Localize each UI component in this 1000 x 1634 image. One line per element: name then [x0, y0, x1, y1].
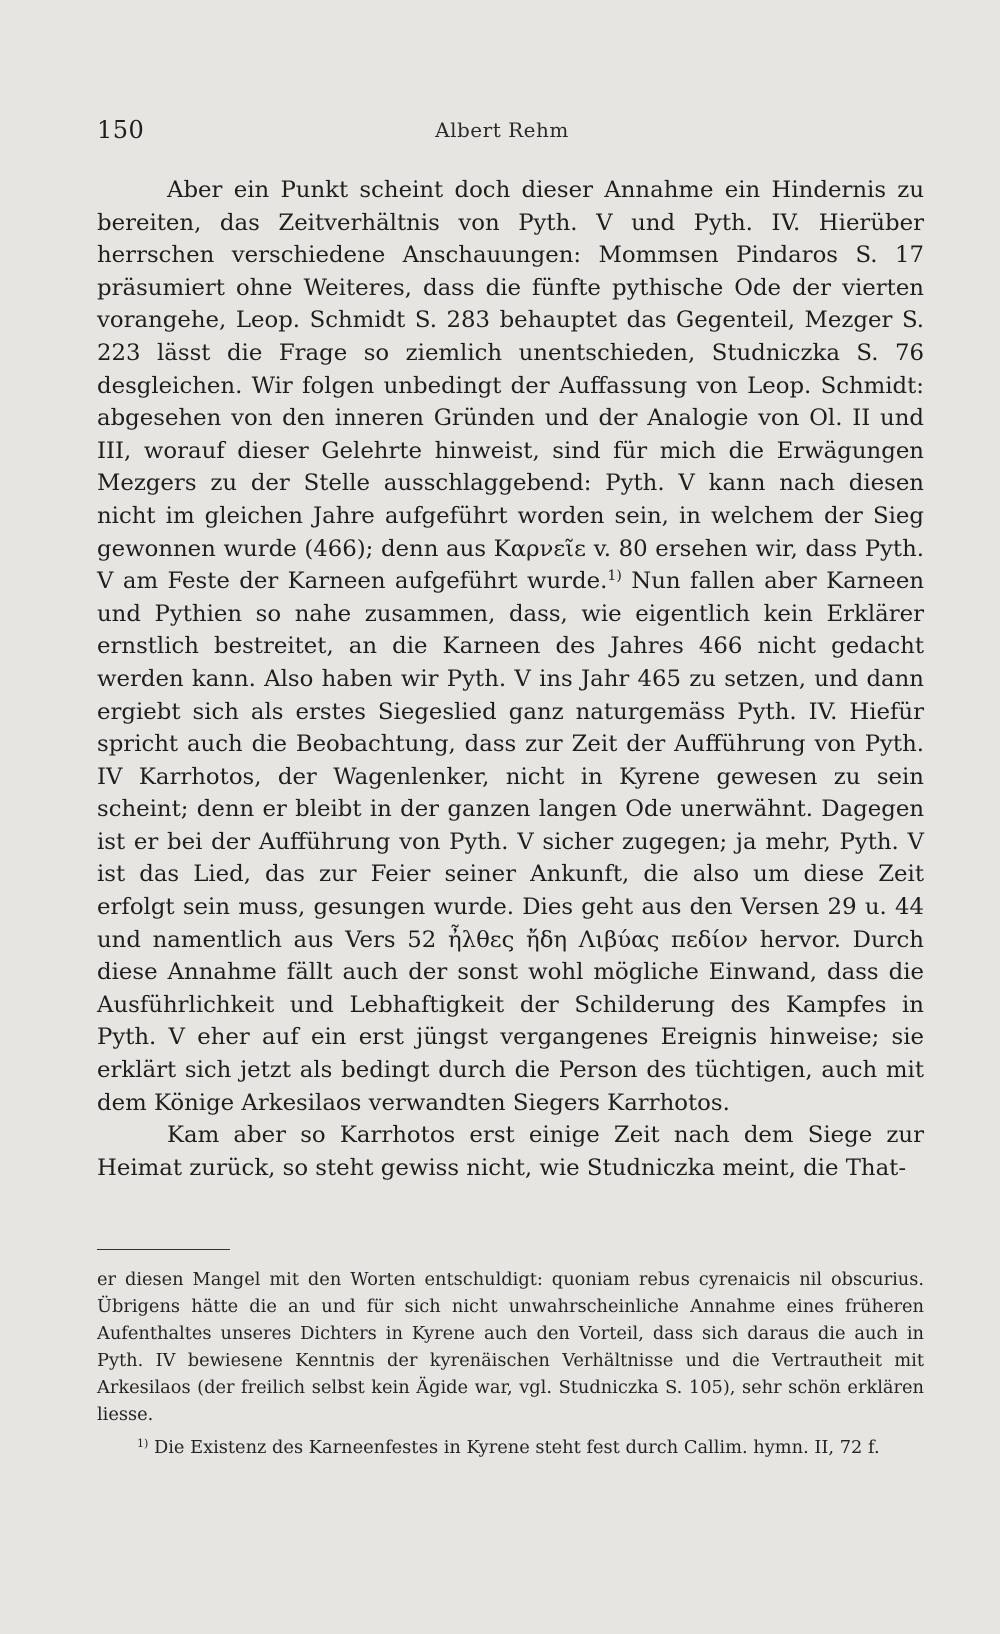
paragraph-text: Aber ein Punkt scheint doch dieser Annahme ein Hindernis zu bereiten, das Zeitverhältnis von Pyth. V und Pyth. IV. Hierüber herrschen verschiedene Anschauungen: Mommsen Pindaros S. 17 präsumiert ohne Weiteres, dass die fünfte pythische Ode der vierten vorangehe, Leop. Schmidt S. 283 behauptet das Gegenteil, Mezger S. 223 lässt die Frage so ziemlich unentschieden, Studniczka S. 76 desgleichen. Wir folgen unbedingt der Auffassung von Leop. Schmidt: abgesehen von den inneren Gründen und der Analogie von Ol. II und III, worauf dieser Gelehrte hinweist, sind für mich die Erwägungen Mezgers zu der Stelle ausschlaggebend: Pyth. V kann nach diesen nicht im gleichen Jahre aufgeführt worden sein, in welchem der Sieg gewonnen wurde (466); denn aus Καρνεῖε v. 80 ersehen wir, dass Pyth. V am Feste der Karneen aufgeführt wurde. [97, 177, 924, 595]
footnote-rule [97, 1249, 230, 1250]
page-header [97, 108, 907, 148]
paragraph: Kam aber so Karrhotos erst einige Zeit nach dem Siege zur Heimat zurück, so steht gewiss nicht, wie Studniczka meint, die That- [97, 1122, 924, 1181]
footnote [97, 1434, 924, 1461]
running-head: Albert Rehm [435, 118, 569, 142]
footnotes [97, 1266, 924, 1461]
paragraph-text: Nun fallen aber Karneen und Pythien so nahe zusammen, dass, wie eigentlich kein Erklärer ernstlich bestreitet, an die Karneen des Jahres 466 nicht gedacht werden kann. Also haben wir Pyth. V ins Jahr 465 zu setzen, und dann ergiebt sich als erstes Siegeslied ganz naturgemäss Pyth. IV. Hiefür spricht auch die Beobachtung, dass zur Zeit der Aufführung von Pyth. IV Karrhotos, der Wagenlenker, nicht in Kyrene gewesen zu sein scheint; denn er bleibt in der ganzen langen Ode unerwähnt. Dagegen ist er bei der Aufführung von Pyth. V sicher zugegen; ja mehr, Pyth. V ist das Lied, das zur Feier seiner Ankunft, die also um diese Zeit erfolgt sein muss, gesungen wurde. Dies geht aus den Versen 29 u. 44 und namentlich aus Vers 52 ἦλθες ἤδη Λιβύας πεδίον hervor. Durch diese Annahme fällt auch der sonst wohl mögliche Einwand, dass die Ausführlichkeit und Lebhaftigkeit der Schilderung des Kampfes in Pyth. V eher auf ein erst jüngst vergangenes Ereignis hinweise; sie erklärt sich jetzt als bedingt durch die Person des tüchtigen, auch mit dem Könige Arkesilaos verwandten Siegers Karrhotos. [97, 568, 924, 1116]
footnote-continued: er diesen Mangel mit den Worten entschuldigt: quoniam rebus cyrenaicis nil obscurius. Übrigens hätte die an und für sich nicht unwahrscheinliche Annahme eines früheren Aufenthaltes unseres Dichters in Kyrene auch den Vorteil, dass sich daraus die auch in Pyth. IV bewiesene Kenntnis der kyrenäischen Verhältnisse und die Vertrautheit mit Arkesilaos (der freilich selbst kein Ägide war, vgl. Studniczka S. 105), sehr schön erklären liesse. [97, 1269, 924, 1425]
page-number: 150 [97, 116, 145, 144]
footnote-text: Die Existenz des Karneenfestes in Kyrene steht fest durch Callim. hymn. II, 72 f. [153, 1437, 880, 1458]
footnote-marker: 1) [607, 568, 622, 585]
footnote-marker: 1) [137, 1436, 149, 1450]
paragraph [97, 174, 924, 1119]
body-text [97, 174, 924, 1184]
